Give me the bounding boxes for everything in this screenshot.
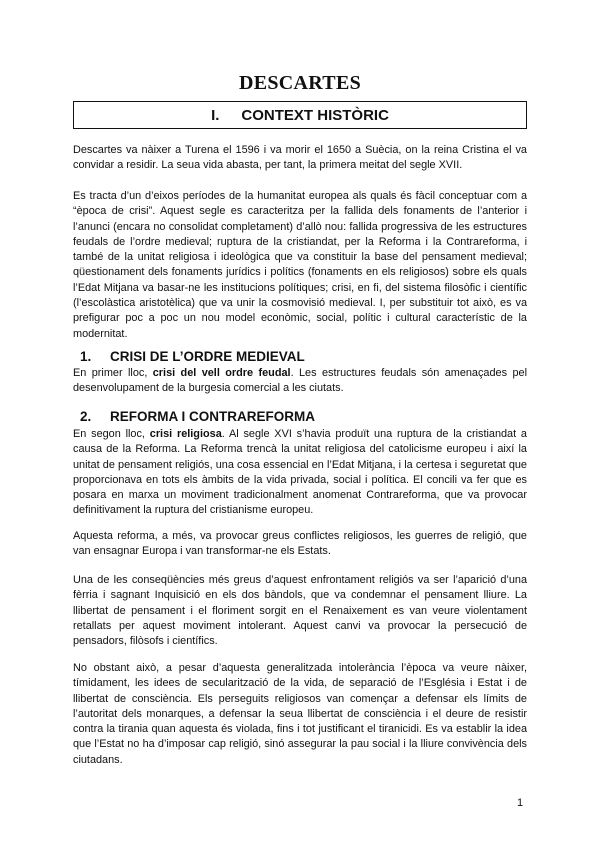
subsection-2-paragraph-1: [73, 427, 527, 519]
subsection-number: 2.: [80, 409, 92, 424]
text-lead: En segon lloc,: [73, 428, 150, 440]
text-emphasis: crisi religiosa: [149, 428, 222, 440]
intro-paragraph-2: Es tracta d’un d’eixos períodes de la humanitat europea als quals és fàcil conceptuar com a “època de crisi”. Aquest segle es caracteritza per la fallida dels fonaments de l’anterior i l’anunci (encara no consolidat completament) d’allò nou: fallida progressiva de les estructures feudals de l’ordre medieval; ruptura de la cristiandat, per la Reforma i la Contrareforma, i també de la unitat religiosa i ideològica que va constituir la base del pensament medieval; qüestionament dels fonaments jurídics i polítics (fonaments en els religiosos) sobre els quals l’Edat Mitjana va basar-ne les institucions polítiques; crisi, en fi, del sistema filosòfic i científic (l’escolàstica aristotèlica) que va unir la cosmovisió medieval. I, per substituir tot això, es va prefigurar poc a poc un nou model econòmic, social, polític i cultural característic de la modernitat.: [73, 190, 527, 340]
section-heading-box: [73, 101, 527, 129]
subsection-title: CRISI DE L’ORDRE MEDIEVAL: [110, 349, 305, 364]
subsection-2-paragraph-2: Aquesta reforma, a més, va provocar greus conflictes religiosos, les guerres de religió, que van ensagnar Europa i van transformar-ne els Estats.: [73, 530, 527, 558]
subsection-heading-1: [80, 349, 305, 364]
subsection-1-paragraph: [73, 366, 527, 397]
document-title: DESCARTES: [238, 72, 362, 94]
subsection-heading-2: [80, 409, 315, 424]
page-number: 1: [517, 797, 524, 809]
section-title: CONTEXT HISTÒRIC: [241, 106, 389, 124]
subsection-number: 1.: [80, 349, 92, 364]
subsection-title: REFORMA I CONTRAREFORMA: [110, 409, 315, 424]
text-emphasis: crisi del vell ordre feudal: [152, 367, 291, 379]
text-rest: . Al segle XVI s’havia produït una ruptura de la cristiandat a causa de la Reforma. La Reforma trencà la unitat religiosa del catolicisme europeu i així la unitat de pensament religiós, una cosa essencial en l’Edat Mitjana, i la certesa i seguretat que proporcionava en tots els àmbits de la vida privada, social i política. El concili va fer que es posara en marxa un moviment tradicionalment anomenat Contrareforma, que va provocar definitivament la ruptura del cristianisme europeu.: [73, 428, 527, 517]
section-number: I.: [211, 106, 220, 124]
text-lead: En primer lloc,: [73, 367, 153, 379]
subsection-2-paragraph-4: No obstant això, a pesar d’aquesta generalitzada intolerància l’època va veure nàixer, tímidament, les idees de secularització de la vida, de separació de l’Església i Estat i de llibertat de consciència. Els perseguits religiosos van començar a defensar els límits de l’autoritat dels monarques, a defensar la seua llibertat de consciència i el deure de resistir contra la tirania quan aquesta és violada, fins i tot justificant el tiranicidi. Es va establir la idea que l’Estat no ha d’imposar cap religió, sinó assegurar la pau social i la lliure convivència dels ciutadans.: [73, 662, 527, 766]
intro-paragraph-1: Descartes va nàixer a Turena el 1596 i va morir el 1650 a Suècia, on la reina Cristina el va convidar a residir. La seua vida abasta, per tant, la primera meitat del segle XVII.: [73, 144, 527, 172]
subsection-2-paragraph-3: Una de les conseqüències més greus d’aquest enfrontament religiós va ser l’aparició d’una fèrria i sagnant Inquisició en els dos bàndols, que va condemnar el pensament lliure. La llibertat de pensament i el floriment sorgit en el Renaixement es van veure violentament retallats per aquest moviment intolerant. Aquest canvi va provocar la persecució de pensadors, filòsofs i científics.: [73, 574, 527, 648]
text-rest: . Les estructures feudals són amenaçades pel desenvolupament de la burgesia comercial a les ciutats.: [73, 367, 527, 395]
